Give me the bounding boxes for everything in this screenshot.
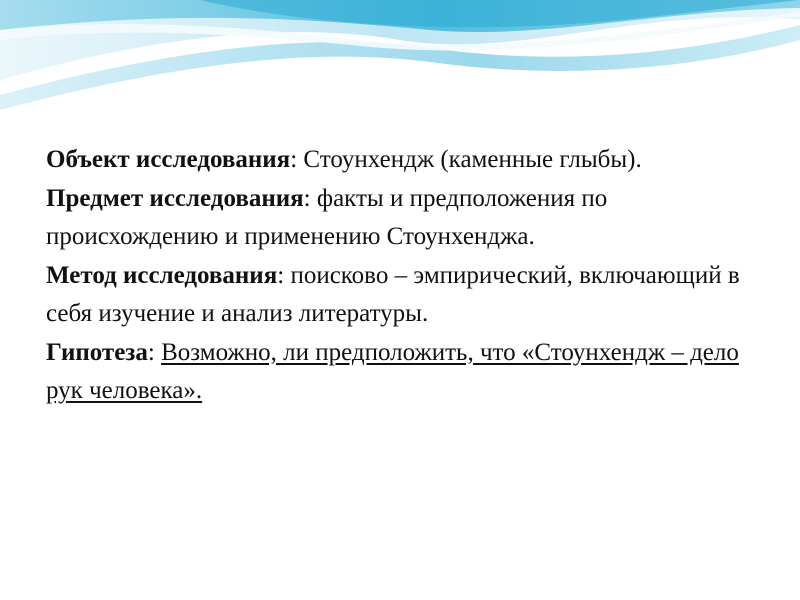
hypothesis bbox=[46, 334, 776, 411]
research-object-label: Объект исследования bbox=[46, 146, 291, 173]
research-subject bbox=[46, 180, 776, 257]
research-method-label: Метод исследования bbox=[46, 261, 278, 289]
slide-body bbox=[46, 141, 776, 411]
research-subject-separator: : bbox=[303, 184, 317, 212]
research-object bbox=[46, 141, 776, 180]
research-method-separator: : bbox=[277, 261, 291, 289]
research-subject-text: факты и предположения по происхождению и применению Стоунхенджа. bbox=[46, 184, 608, 250]
research-object-separator: : bbox=[290, 146, 304, 173]
hypothesis-text: Возможно, ли предположить, что «Стоунхендж – дело рук человека». bbox=[46, 338, 739, 404]
research-method bbox=[46, 257, 776, 334]
research-object-text: Стоунхендж (каменные глыбы). bbox=[303, 146, 642, 173]
hypothesis-separator: : bbox=[147, 338, 162, 366]
wave-header-decoration bbox=[0, 0, 800, 140]
research-subject-label: Предмет исследования bbox=[46, 184, 304, 212]
hypothesis-label: Гипотеза bbox=[46, 338, 148, 366]
research-method-text: поисково – эмпирический, включающий в себя изучение и анализ литературы. bbox=[46, 261, 740, 327]
